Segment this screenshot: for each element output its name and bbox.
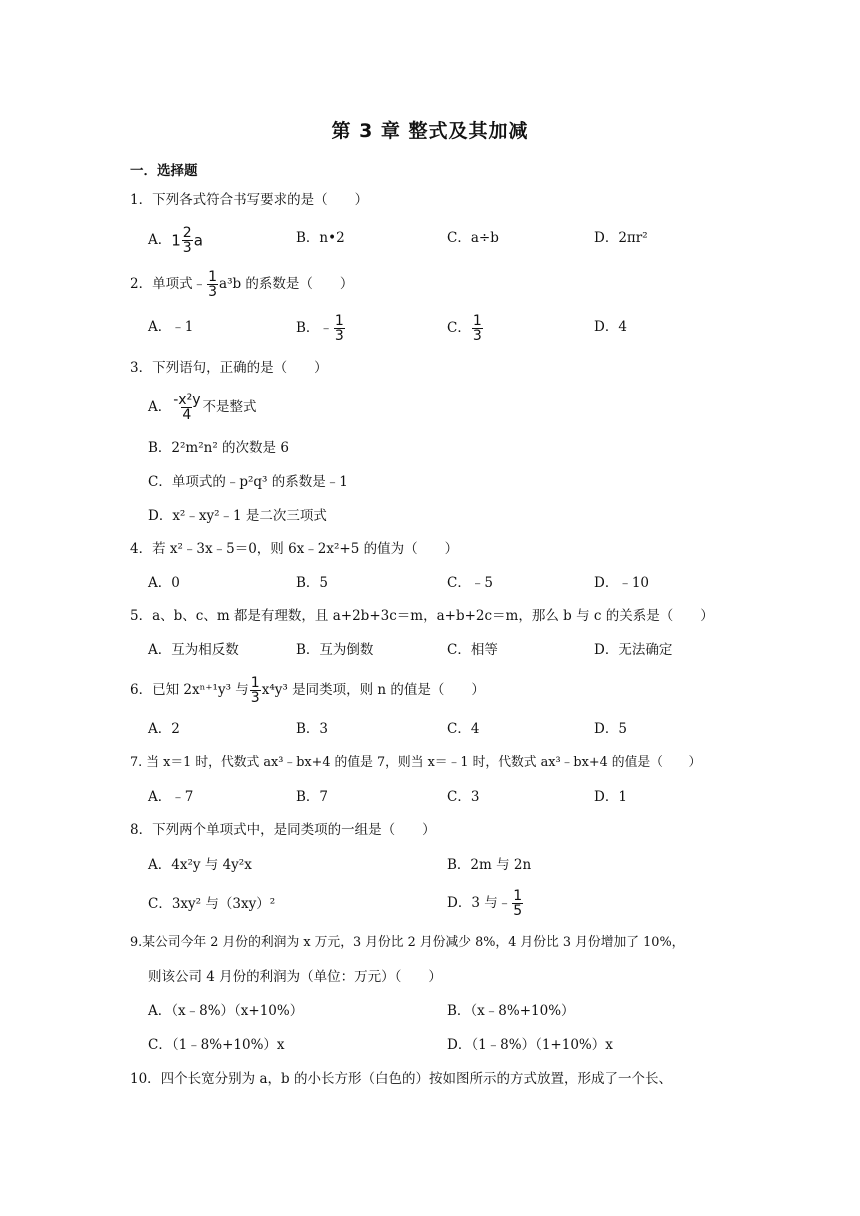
question-1-stem: 1．下列各式符合书写要求的是（ ） [130,192,369,208]
section-heading: 一．选择题 [130,163,198,179]
q2-option-c: C． $\frac{1}{3}$ [447,313,482,344]
q5-option-c: C．相等 [447,642,498,658]
page-title: 第 3 章 整式及其加减 [331,120,529,142]
q8-option-b: B．2m 与 2n [447,857,532,873]
q7-option-a: A．﹣7 [148,789,194,805]
q6-option-c: C．4 [447,721,480,737]
q9-option-d: D．（1﹣8%）（1+10%）x [447,1037,613,1053]
q2-option-b: B．﹣ $\frac{1}{3}$ [296,313,344,344]
q8-option-d: D．3 与﹣ $\frac{1}{5}$ [447,888,523,919]
question-9-stem-line1: 9.某公司今年 2 月份的利润为 x 万元，3 月份比 2 月份减少 8%，4 月份比 3 月份增加了 10%， [130,935,685,950]
q5-option-d: D．无法确定 [594,642,673,658]
q2-option-d: D．4 [594,319,627,335]
q4-option-c: C．﹣5 [447,575,493,591]
q1-option-d: D．2πr² [594,230,648,246]
q7-option-b: B．7 [296,789,329,805]
question-5-stem: 5．a、b、c、m 都是有理数，且 a+2b+3c＝m，a+b+2c＝m，那么 b 与 c 的关系是（ ） [130,608,714,624]
question-3-stem: 3．下列语句，正确的是（ ） [130,360,328,376]
q9-option-c: C．（1﹣8%+10%）x [148,1037,285,1053]
q6-option-a: A．2 [148,721,180,737]
q3-option-a: A． $\frac{\text{-x²y}}{4}$ 不是整式 [148,392,257,423]
q3-option-d: D．x²﹣xy²﹣1 是二次三项式 [148,508,327,524]
question-8-stem: 8．下列两个单项式中，是同类项的一组是（ ） [130,822,436,838]
q8-option-a: A．4x²y 与 4y²x [148,857,252,873]
q3-option-b: B．2²m²n² 的次数是 6 [148,440,289,456]
q6-option-d: D．5 [594,721,627,737]
question-10-stem: 10．四个长宽分别为 a，b 的小长方形（白色的）按如图所示的方式放置，形成了一个长、 [130,1071,672,1087]
q1-option-b: B．n•2 [296,230,345,246]
q6-option-b: B．3 [296,721,329,737]
q4-option-b: B．5 [296,575,329,591]
question-7-stem: 7. 当 x＝1 时，代数式 ax³﹣bx+4 的值是 7，则当 x＝﹣1 时，代数式 ax³﹣bx+4 的值是（ ） [130,755,702,770]
q8-option-c: C．3xy² 与（3xy）² [148,896,276,912]
q2-option-a: A．﹣1 [148,319,194,335]
q5-option-b: B．互为倒数 [296,642,374,658]
q4-option-d: D．﹣10 [594,575,650,591]
q9-option-a: A．（x﹣8%）（x+10%） [148,1003,304,1019]
q4-option-a: A．0 [148,575,180,591]
q3-option-c: C．单项式的﹣p²q³ 的系数是﹣1 [148,474,348,490]
question-6-stem: 6．已知 2xⁿ⁺¹y³ 与 $\frac{1}{3}$ x⁴y³ 是同类项，则 n 的值是（ ） [130,675,485,706]
q1-option-a: A．1 $\frac{2}{3}$ a [148,225,203,256]
question-2-stem: 2．单项式﹣ $\frac{1}{3}$ a³b 的系数是（ ） [130,269,354,300]
q9-option-b: B．（x﹣8%+10%） [447,1003,575,1019]
question-4-stem: 4．若 x²﹣3x﹣5＝0，则 6x﹣2x²+5 的值为（ ） [130,541,459,557]
q7-option-c: C．3 [447,789,480,805]
q1-option-c: C．a÷b [447,230,499,246]
q7-option-d: D．1 [594,789,627,805]
q5-option-a: A．互为相反数 [148,642,239,658]
question-9-stem-line2: 则该公司 4 月份的利润为（单位：万元）（ ） [148,969,442,985]
